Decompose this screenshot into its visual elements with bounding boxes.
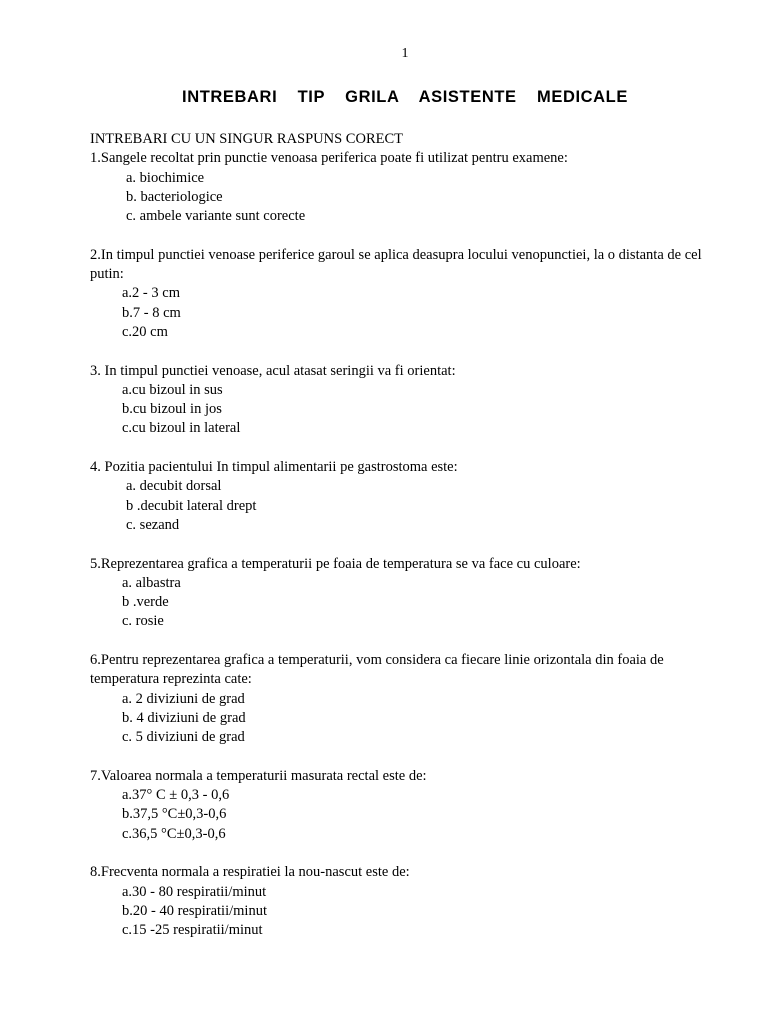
answer-option: c.15 -25 respiratii/minut [122, 922, 263, 939]
document-title: INTREBARI TIP GRILA ASISTENTE MEDICALE [182, 88, 628, 106]
question-text: 5.Reprezentarea grafica a temperaturii pe foaia de temperatura se va face cu culoare: [90, 555, 581, 572]
answer-option: b. 4 diviziuni de grad [122, 709, 246, 726]
answer-option: a.cu bizoul in sus [122, 381, 223, 398]
question-text: 2.In timpul punctiei venoase periferice garoul se aplica deasupra locului venopunctiei, la o distanta de cel putin: [90, 246, 702, 283]
answer-option: b.20 - 40 respiratii/minut [122, 902, 267, 919]
answer-option: c.cu bizoul in lateral [122, 420, 241, 437]
answer-option: a.30 - 80 respiratii/minut [122, 883, 267, 900]
answer-option: b .verde [122, 594, 169, 611]
answer-option: a. decubit dorsal [126, 478, 222, 495]
answer-option: b .decubit lateral drept [126, 497, 257, 514]
answer-option: c. sezand [126, 516, 180, 533]
answer-option: b.37,5 °C±0,3-0,6 [122, 806, 227, 823]
answer-option: c.20 cm [122, 323, 168, 340]
answer-option: a. biochimice [126, 169, 205, 186]
question-3 [90, 362, 730, 439]
question-7 [90, 767, 730, 844]
answer-option: a. albastra [122, 574, 181, 591]
question-text: 1.Sangele recoltat prin punctie venoasa periferica poate fi utilizat pentru examene: [90, 150, 568, 167]
question-5 [90, 555, 730, 632]
question-text: 7.Valoarea normala a temperaturii masurata rectal este de: [90, 767, 427, 784]
answer-option: b.7 - 8 cm [122, 304, 181, 321]
question-text: 3. In timpul punctiei venoase, acul atasat seringii va fi orientat: [90, 362, 456, 379]
answer-option: c. ambele variante sunt corecte [126, 208, 306, 225]
question-text: 6.Pentru reprezentarea grafica a temperaturii, vom considera ca fiecare linie orizontala din foaia de temperatura reprezinta cate: [90, 652, 664, 688]
question-text: 4. Pozitia pacientului In timpul alimentarii pe gastrostoma este: [90, 459, 458, 476]
answer-option: a.2 - 3 cm [122, 285, 180, 302]
question-4 [90, 458, 730, 535]
answer-option: a.37° C ± 0,3 - 0,6 [122, 787, 230, 804]
question-6 [90, 651, 730, 747]
answer-option: b. bacteriologice [126, 188, 223, 205]
page-number: 1 [401, 46, 409, 61]
question-text: 8.Frecventa normala a respiratiei la nou-nascut este de: [90, 864, 410, 881]
document-body [90, 130, 730, 960]
answer-option: c. 5 diviziuni de grad [122, 729, 245, 746]
question-8 [90, 863, 730, 940]
answer-option: c. rosie [122, 613, 164, 630]
question-2 [90, 246, 730, 342]
question-1 [90, 149, 730, 226]
answer-option: b.cu bizoul in jos [122, 401, 222, 418]
answer-option: a. 2 diviziuni de grad [122, 690, 245, 707]
section-heading: INTREBARI CU UN SINGUR RASPUNS CORECT [90, 131, 403, 147]
answer-option: c.36,5 °C±0,3-0,6 [122, 825, 226, 842]
